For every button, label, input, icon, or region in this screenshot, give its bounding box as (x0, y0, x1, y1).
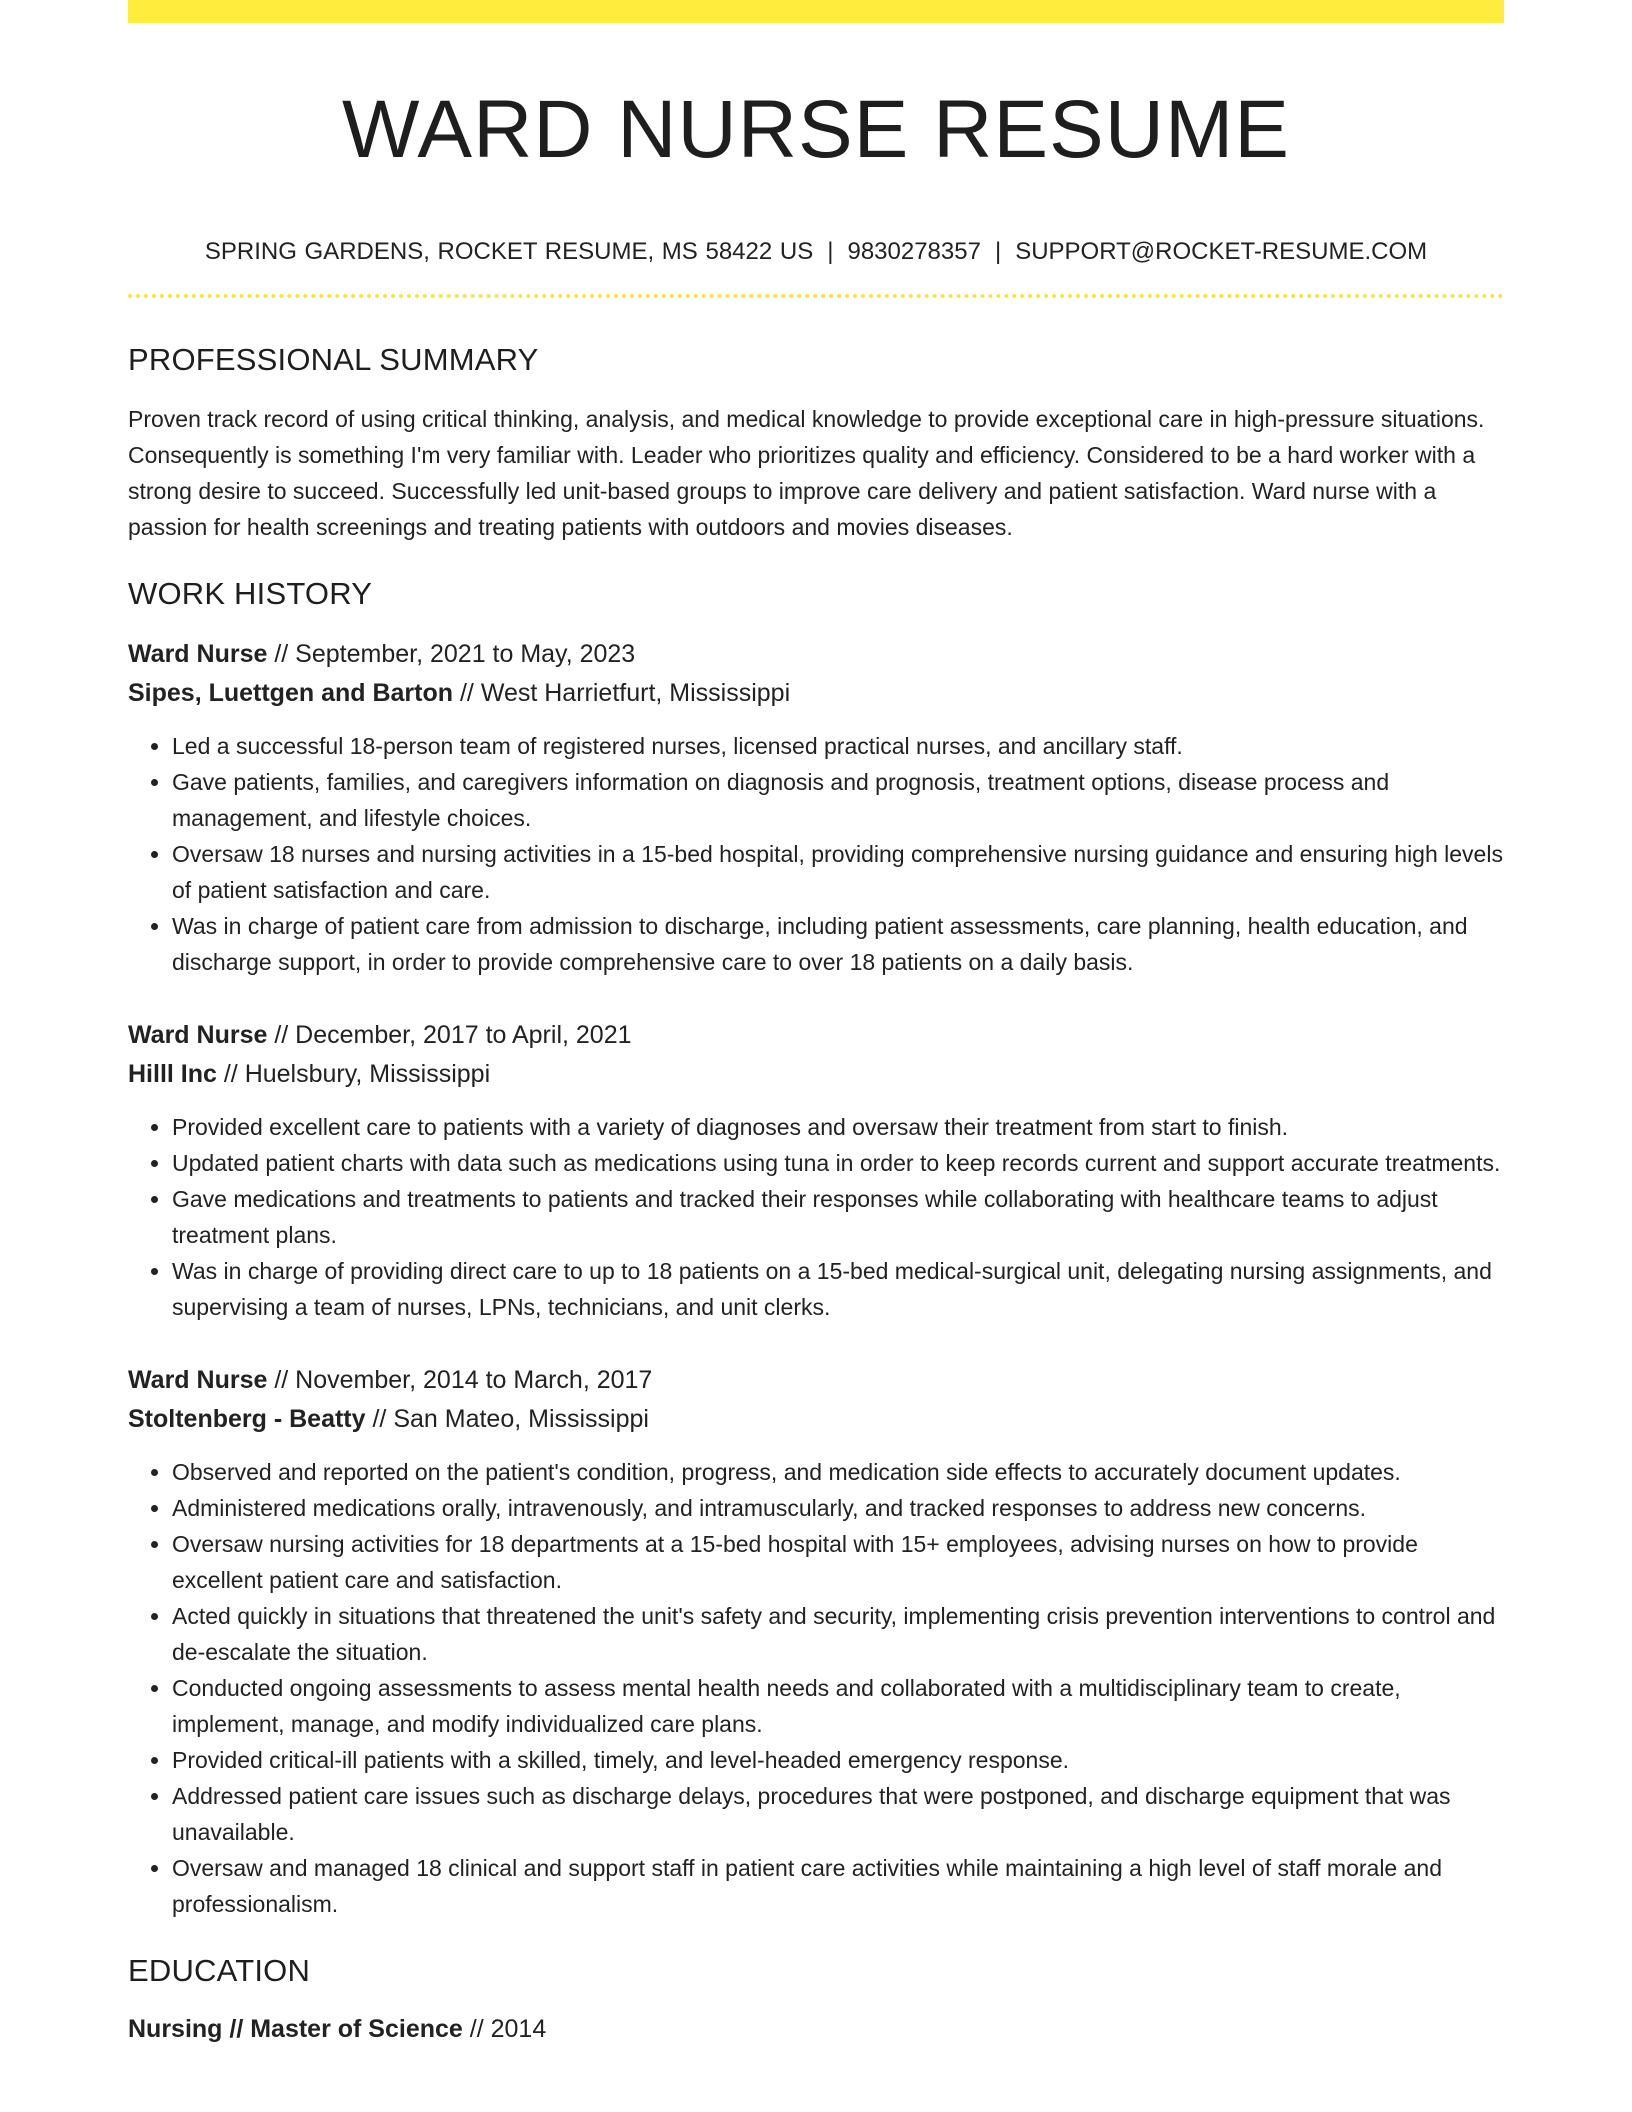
resume-page (128, 0, 1504, 2047)
education-degree: Nursing // Master of Science (128, 2015, 463, 2043)
job-dates: // November, 2014 to March, 2017 (267, 1366, 653, 1394)
job-entry (128, 1016, 1504, 1325)
job-bullet: • Addressed patient care issues such as discharge delays, procedures that were postponed, and discharge equipment that was unavailable. (172, 1778, 1504, 1850)
summary-heading: PROFESSIONAL SUMMARY (128, 342, 539, 377)
contact-phone: 9830278357 (847, 238, 981, 265)
job-company-line (128, 674, 1504, 713)
job-entry (128, 635, 1504, 980)
job-bullet: • Provided excellent care to patients with a variety of diagnoses and oversaw their treatment from start to finish. (172, 1109, 1504, 1145)
job-bullet: • Acted quickly in situations that threatened the unit's safety and security, implementing crisis prevention interventions to control and de-escalate the situation. (172, 1598, 1504, 1670)
resume-title: WARD NURSE RESUME (342, 84, 1290, 175)
contact-address: SPRING GARDENS, ROCKET RESUME, MS 58422 US (204, 238, 814, 265)
work-history-heading: WORK HISTORY (128, 576, 373, 611)
job-bullet: • Updated patient charts with data such as medications using tuna in order to keep records current and support accurate treatments. (172, 1145, 1504, 1181)
job-bullet: • Gave patients, families, and caregivers information on diagnosis and prognosis, treatment options, disease process and management, and lifestyle choices. (172, 764, 1504, 836)
job-bullet: • Conducted ongoing assessments to assess mental health needs and collaborated with a multidisciplinary team to create, implement, manage, and modify individualized care plans. (172, 1670, 1504, 1742)
contact-line (128, 237, 1504, 267)
job-company: Stoltenberg - Beatty (128, 1405, 366, 1433)
job-bullet: • Gave medications and treatments to patients and tracked their responses while collaborating with healthcare teams to adjust treatment plans. (172, 1181, 1504, 1253)
education-entry (128, 2011, 1504, 2047)
job-bullet: • Oversaw and managed 18 clinical and support staff in patient care activities while maintaining a high level of staff morale and professionalism. (172, 1850, 1504, 1922)
job-company: Sipes, Luettgen and Barton (128, 679, 454, 707)
job-title: Ward Nurse (128, 640, 268, 668)
education-year: // 2014 (462, 2015, 547, 2043)
job-dates: // December, 2017 to April, 2021 (267, 1021, 632, 1049)
job-bullets (128, 1109, 1504, 1325)
education-heading: EDUCATION (128, 1953, 311, 1988)
contact-separator: | (994, 238, 1002, 265)
job-title-line (128, 635, 1504, 674)
job-bullet: • Oversaw nursing activities for 18 departments at a 15-bed hospital with 15+ employees, advising nurses on how to provide excellent patient care and satisfaction. (172, 1526, 1504, 1598)
job-entry (128, 1361, 1504, 1922)
top-accent-bar (128, 0, 1504, 23)
job-title: Ward Nurse (128, 1366, 268, 1394)
summary-text: Proven track record of using critical thinking, analysis, and medical knowledge to provide exceptional care in high-pressure situations. Consequently is something I'm very familiar with. Leader who prioritizes quality and efficiency. Considered to be a hard worker with a strong desire to succeed. Successfully led unit-based groups to improve care delivery and patient satisfaction. Ward nurse with a passion for health screenings and treating patients with outdoors and movies diseases. (128, 406, 1485, 540)
job-title: Ward Nurse (128, 1021, 268, 1049)
job-bullet: • Observed and reported on the patient's condition, progress, and medication side effects to accurately document updates. (172, 1454, 1504, 1490)
job-bullets (128, 1454, 1504, 1922)
job-location: // West Harrietfurt, Mississippi (453, 679, 791, 707)
job-bullet: • Oversaw 18 nurses and nursing activities in a 15-bed hospital, providing comprehensive nursing guidance and ensuring high levels of patient satisfaction and care. (172, 836, 1504, 908)
contact-email: SUPPORT@ROCKET-RESUME.COM (1015, 238, 1428, 265)
job-location: // San Mateo, Mississippi (365, 1405, 649, 1433)
job-title-line (128, 1016, 1504, 1055)
job-company-line (128, 1055, 1504, 1094)
job-dates: // September, 2021 to May, 2023 (267, 640, 636, 668)
job-company-line (128, 1400, 1504, 1439)
job-bullet: • Led a successful 18-person team of registered nurses, licensed practical nurses, and ancillary staff. (172, 728, 1504, 764)
job-bullets (128, 728, 1504, 980)
job-bullet: • Provided critical-ill patients with a skilled, timely, and level-headed emergency response. (172, 1742, 1504, 1778)
job-location: // Huelsbury, Mississippi (216, 1060, 491, 1088)
job-company: Hilll Inc (128, 1060, 217, 1088)
contact-separator: | (827, 238, 834, 265)
job-bullet: • Was in charge of providing direct care to up to 18 patients on a 15-bed medical-surgical unit, delegating nursing assignments, and supervising a team of nurses, LPNs, technicians, and unit clerks. (172, 1253, 1504, 1325)
dotted-divider (128, 294, 1504, 298)
job-bullet: • Administered medications orally, intravenously, and intramuscularly, and tracked responses to address new concerns. (172, 1490, 1504, 1526)
job-title-line (128, 1361, 1504, 1400)
job-bullet: • Was in charge of patient care from admission to discharge, including patient assessments, care planning, health education, and discharge support, in order to provide comprehensive care to over 18 patients on a daily basis. (172, 908, 1504, 980)
